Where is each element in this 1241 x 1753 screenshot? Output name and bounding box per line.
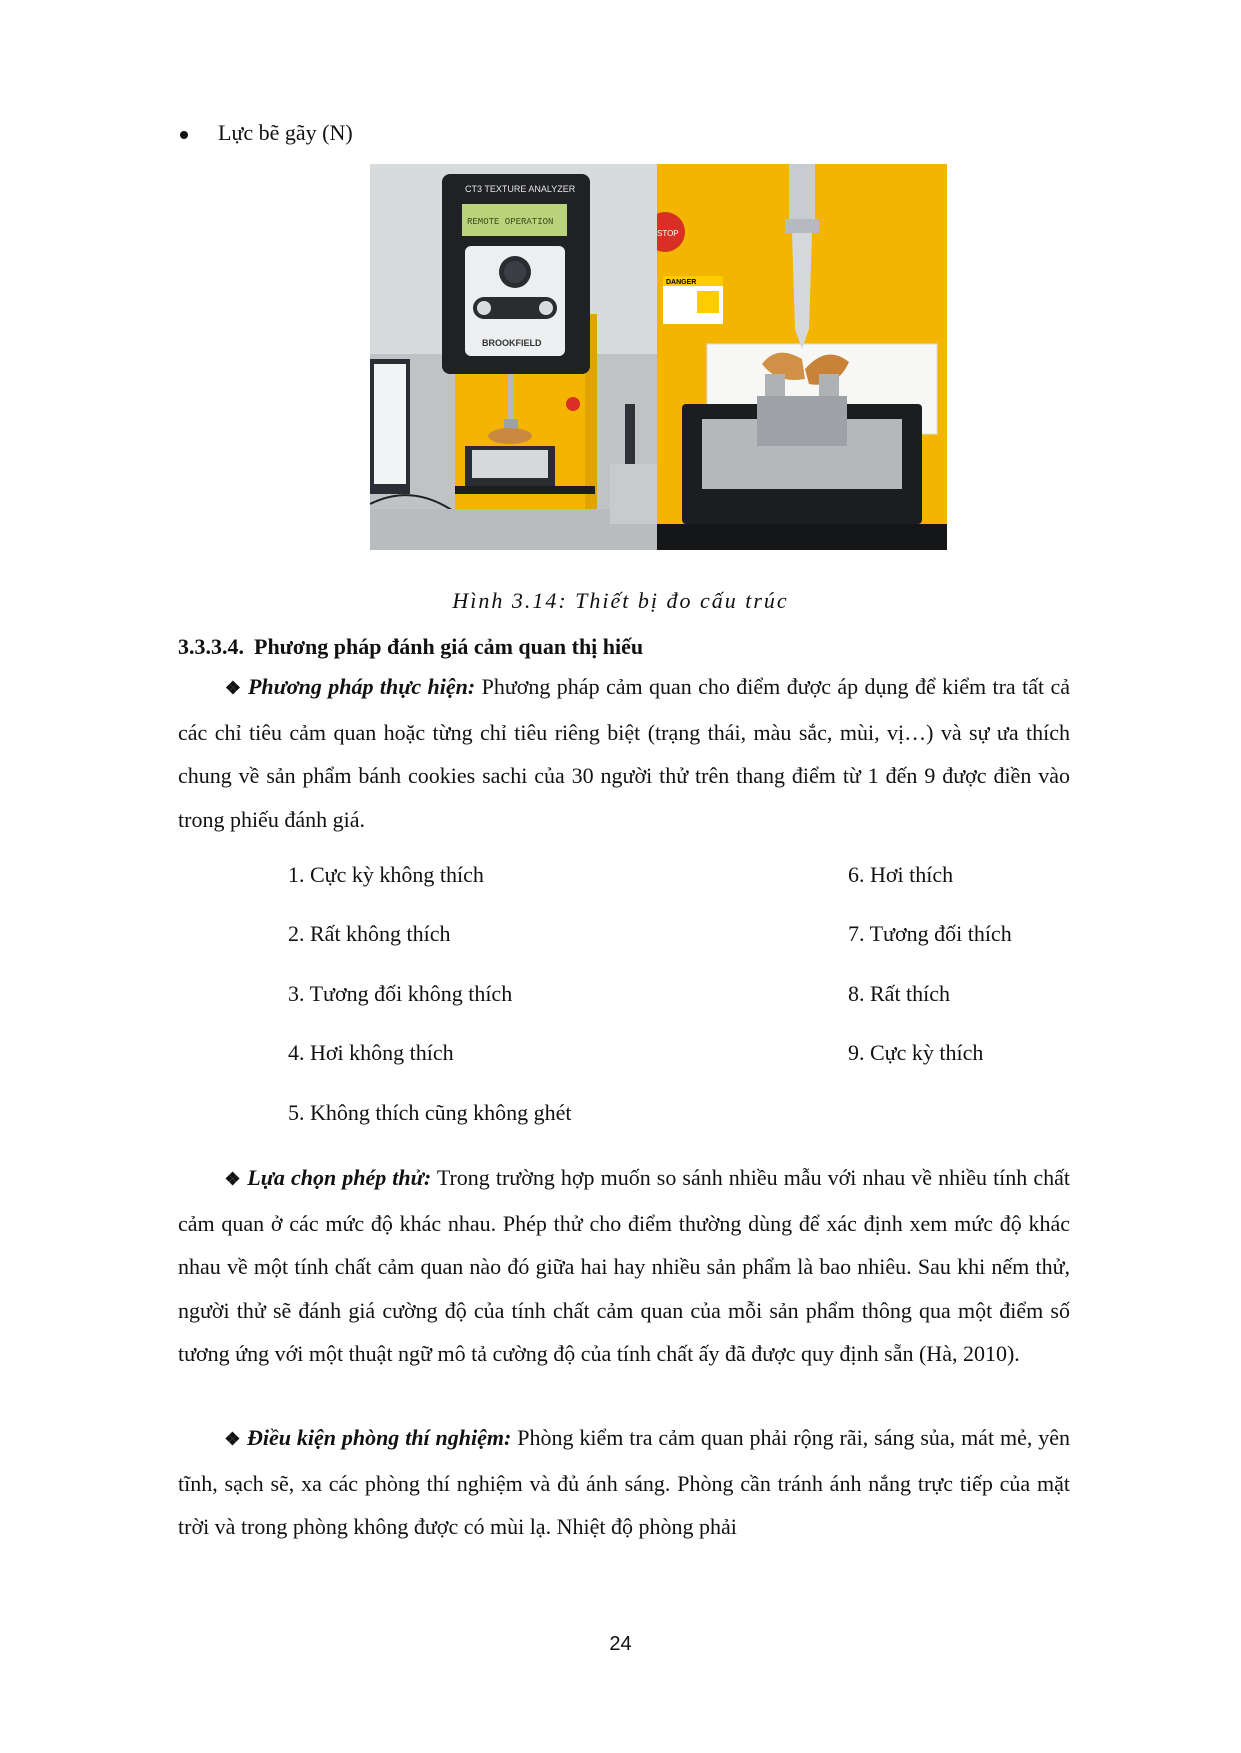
scale-item: 4. Hơi không thích [288,1040,454,1065]
test-selection-lead: ❖ Lựa chọn phép thử: [224,1165,432,1190]
stop-label: STOP [657,229,679,238]
scale-item: 9. Cực kỳ thích [848,1040,984,1065]
page-number: 24 [609,1633,632,1655]
lab-conditions-text: Phòng kiểm tra cảm quan phải rộng rãi, sáng sủa, mát mẻ, yên tĩnh, sạch sẽ, xa các phòng thí nghiệm và đủ ánh sáng. Phòng cần tránh ánh nắng trực tiếp của mặt trời và trong phòng không được có mùi lạ. Nhiệt độ phòng phải [178,1425,1070,1539]
scale-item: 2. Rất không thích [288,921,451,946]
test-selection-text: Trong trường hợp muốn so sánh nhiều mẫu với nhau về nhiều tính chất cảm quan ở các mức độ khác nhau. Phép thử cho điểm thường dùng để xác định xem mức độ khác nhau về một tính chất cảm quan nào đó giữa hai hay nhiều sản phẩm là bao nhiêu. Sau khi nếm thử, người thử sẽ đánh giá cường độ của tính chất cảm quan của mỗi sản phẩm thông qua một điểm số tương ứng với một thuật ngữ mô tả cường độ của tính chất ấy đã được quy định sẵn (Hà, 2010). [178,1165,1070,1366]
scale-item: 3. Tương đối không thích [288,981,513,1006]
bullet-dot-icon [180,131,188,139]
paragraph-test-selection [178,1156,1070,1376]
section-heading [178,634,643,660]
scale-item: 5. Không thích cũng không ghét [288,1100,572,1125]
diamond-bullet-icon: ❖ [224,1429,241,1449]
device-header-text: CT3 TEXTURE ANALYZER [465,184,576,194]
paragraph-method [178,665,1070,841]
bullet-item [180,120,353,146]
device-brand-text: BROOKFIELD [482,338,542,348]
texture-analyzer-photo [370,164,657,550]
section-title: Phương pháp đánh giá cảm quan thị hiếu [254,634,644,659]
method-text: Phương pháp cảm quan cho điểm được áp dụng để kiểm tra tất cả các chỉ tiêu cảm quan hoặc từng chỉ tiêu riêng biệt (trạng thái, màu sắc, mùi, vị…) và sự ưa thích chung về sản phẩm bánh cookies sachi của 30 người thử trên thang điểm từ 1 đến 9 được điền vào trong phiếu đánh giá. [178,674,1071,832]
texture-analyzer-image [370,164,657,550]
figure-photos [370,164,947,550]
probe-closeup-image [657,164,947,550]
danger-sign-label: DANGER [666,279,697,286]
diamond-bullet-icon: ❖ [224,1169,242,1189]
scale-item: 8. Rất thích [848,981,951,1006]
method-lead: ❖ Phương pháp thực hiện: [224,674,476,699]
diamond-bullet-icon: ❖ [224,678,242,698]
lab-conditions-lead: ❖ Điều kiện phòng thí nghiệm: [224,1425,512,1450]
bullet-item-text: Lực bẽ gãy (N) [218,120,353,145]
probe-closeup-photo [657,164,947,550]
paragraph-lab-conditions [178,1416,1070,1549]
device-screen-text: REMOTE OPERATION [467,217,554,227]
scale-item: 1. Cực kỳ không thích [288,862,484,887]
scale-item: 6. Hơi thích [848,862,954,887]
section-number: 3.3.3.4. [178,634,244,659]
figure-caption: Hình 3.14: Thiết bị đo cấu trúc [452,588,789,613]
scale-item: 7. Tương đối thích [848,921,1012,946]
